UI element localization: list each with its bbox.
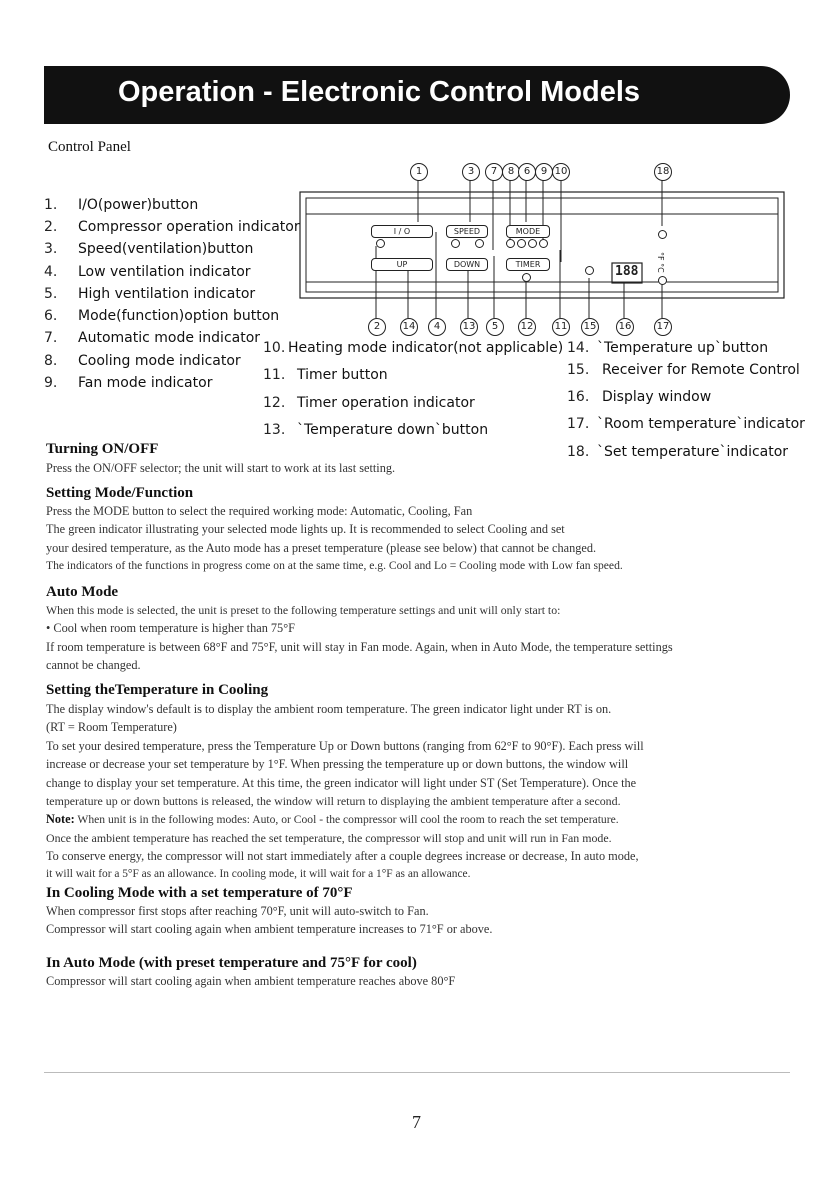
display-window: 188	[615, 264, 639, 279]
legend-num: 15.	[567, 362, 590, 378]
legend-num: 10.	[263, 340, 286, 356]
section-heading: Auto Mode	[46, 584, 119, 600]
callout-11: 11	[552, 318, 570, 336]
legend-num: 5.	[44, 286, 58, 302]
paragraph: cannot be changed.	[46, 658, 141, 672]
paragraph	[46, 812, 619, 827]
legend-num: 14.	[567, 340, 590, 356]
timer-indicator	[522, 273, 531, 282]
legend-item: `Room temperature`indicator	[597, 416, 805, 432]
callout-5: 5	[486, 318, 504, 336]
room-temperature-indicator	[658, 276, 667, 285]
cooling-mode-indicator	[517, 239, 526, 248]
temperature-unit-labels: °F °C	[656, 252, 665, 273]
paragraph: your desired temperature, as the Auto mode has a preset temperature (please see below) that cannot be changed.	[46, 541, 597, 555]
legend-num: 2.	[44, 219, 58, 235]
legend-item: Automatic mode indicator	[78, 330, 261, 346]
callout-14: 14	[400, 318, 418, 336]
note-label: Note:	[46, 812, 75, 826]
page-number: 7	[412, 1112, 421, 1132]
legend-item: Display window	[602, 389, 712, 405]
legend-item: `Temperature up`button	[597, 340, 769, 356]
legend-item: Receiver for Remote Control	[602, 362, 800, 378]
paragraph: Press the ON/OFF selector; the unit will start to work at its last setting.	[46, 461, 396, 475]
paragraph: Compressor will start cooling again when ambient temperature reaches above 80°F	[46, 974, 456, 988]
set-temperature-indicator	[658, 230, 667, 239]
paragraph: Compressor will start cooling again when ambient temperature increases to 71°F or above.	[46, 922, 493, 936]
callout-6: 6	[518, 163, 536, 181]
footer-divider	[44, 1072, 790, 1073]
legend-num: 12.	[263, 395, 286, 411]
paragraph: • Cool when room temperature is higher than 75°F	[46, 621, 295, 635]
legend-item: Low ventilation indicator	[78, 264, 251, 280]
paragraph: The display window's default is to display the ambient room temperature. The green indicator light under RT is on.	[46, 702, 612, 716]
legend-num: 13.	[263, 422, 286, 438]
legend-num: 6.	[44, 308, 58, 324]
fan-mode-indicator	[528, 239, 537, 248]
legend-item: `Set temperature`indicator	[597, 444, 789, 460]
callout-10: 10	[552, 163, 570, 181]
callout-8: 8	[502, 163, 520, 181]
timer-button[interactable]: TIMER	[506, 258, 550, 271]
section-heading: In Auto Mode (with preset temperature and 75°F for cool)	[46, 955, 417, 971]
paragraph: (RT = Room Temperature)	[46, 720, 177, 734]
section-heading: Setting theTemperature in Cooling	[46, 682, 269, 698]
callout-13: 13	[460, 318, 478, 336]
legend-item: Mode(function)option button	[78, 308, 280, 324]
legend-item: Heating mode indicator(not applicable)	[288, 340, 564, 356]
legend-item: Compressor operation indicator	[78, 219, 300, 235]
legend-item: Timer operation indicator	[297, 395, 475, 411]
legend-num: 3.	[44, 241, 58, 257]
legend-item: `Temperature down`button	[297, 422, 489, 438]
paragraph: The green indicator illustrating your selected mode lights up. It is recommended to select Cooling and set	[46, 522, 565, 536]
paragraph: The indicators of the functions in progress come on at the same time, e.g. Cool and Lo = Cooling mode with Low fan speed.	[46, 559, 623, 572]
paragraph: temperature up or down buttons is released, the window will return to displaying the ambient temperature after a second.	[46, 794, 621, 808]
callout-16: 16	[616, 318, 634, 336]
legend-num: 4.	[44, 264, 58, 280]
legend-num: 17.	[567, 416, 590, 432]
temperature-down-button[interactable]: DOWN	[446, 258, 488, 271]
remote-receiver	[585, 266, 594, 275]
legend-item: High ventilation indicator	[78, 286, 256, 302]
paragraph: Press the MODE button to select the required working mode: Automatic, Cooling, Fan	[46, 504, 473, 518]
callout-9: 9	[535, 163, 553, 181]
callout-1: 1	[410, 163, 428, 181]
high-ventilation-indicator	[475, 239, 484, 248]
legend-item: I/O(power)button	[78, 197, 199, 213]
page-title: Operation - Electronic Control Models	[118, 76, 641, 108]
note-text: When unit is in the following modes: Auto, or Cool - the compressor will cool the room to reach the set temperature.	[74, 813, 619, 826]
temperature-up-button[interactable]: UP	[371, 258, 433, 271]
legend-num: 9.	[44, 375, 58, 391]
paragraph: Once the ambient temperature has reached the set temperature, the compressor will stop and unit will run in Fan mode.	[46, 831, 612, 845]
section-heading: In Cooling Mode with a set temperature of 70°F	[46, 885, 353, 901]
mode-button[interactable]: MODE	[506, 225, 550, 238]
callout-3: 3	[462, 163, 480, 181]
paragraph: If room temperature is between 68°F and 75°F, unit will stay in Fan mode. Again, when in Auto Mode, the temperature settings	[46, 640, 673, 654]
low-ventilation-indicator	[451, 239, 460, 248]
legend-item: Speed(ventilation)button	[78, 241, 254, 257]
legend-num: 8.	[44, 353, 58, 369]
legend-num: 16.	[567, 389, 590, 405]
callout-2: 2	[368, 318, 386, 336]
legend-item: Timer button	[297, 367, 388, 383]
paragraph: When this mode is selected, the unit is preset to the following temperature settings and unit will only start to:	[46, 603, 561, 617]
compressor-indicator	[376, 239, 385, 248]
legend-item: Fan mode indicator	[78, 375, 213, 391]
legend-num: 7.	[44, 330, 58, 346]
auto-mode-indicator	[506, 239, 515, 248]
callout-7: 7	[485, 163, 503, 181]
callout-4: 4	[428, 318, 446, 336]
paragraph: To set your desired temperature, press the Temperature Up or Down buttons (ranging from 62°F to 90°F). Each press will	[46, 739, 644, 753]
callout-12: 12	[518, 318, 536, 336]
control-panel-label: Control Panel	[48, 139, 131, 155]
legend-num: 1.	[44, 197, 58, 213]
paragraph: increase or decrease your set temperature by 1°F. When pressing the temperature up or down buttons, the window will	[46, 757, 629, 771]
callout-17: 17	[654, 318, 672, 336]
paragraph: change to display your set temperature. At this time, the green indicator will light under ST (Set Temperature). Once the	[46, 776, 637, 790]
paragraph: To conserve energy, the compressor will not start immediately after a couple degrees increase or decrease, In auto mode,	[46, 849, 639, 863]
legend-num: 11.	[263, 367, 286, 383]
callout-18: 18	[654, 163, 672, 181]
speed-button[interactable]: SPEED	[446, 225, 488, 238]
paragraph: it will wait for a 5°F as an allowance. In cooling mode, it will wait for a 1°F as an allowance.	[46, 868, 471, 880]
heating-mode-indicator	[539, 239, 548, 248]
paragraph: When compressor first stops after reaching 70°F, unit will auto-switch to Fan.	[46, 904, 429, 918]
section-heading: Turning ON/OFF	[46, 441, 159, 457]
callout-15: 15	[581, 318, 599, 336]
legend-num: 18.	[567, 444, 590, 460]
legend-item: Cooling mode indicator	[78, 353, 241, 369]
section-heading: Setting Mode/Function	[46, 485, 194, 501]
io-button[interactable]: I / O	[371, 225, 433, 238]
